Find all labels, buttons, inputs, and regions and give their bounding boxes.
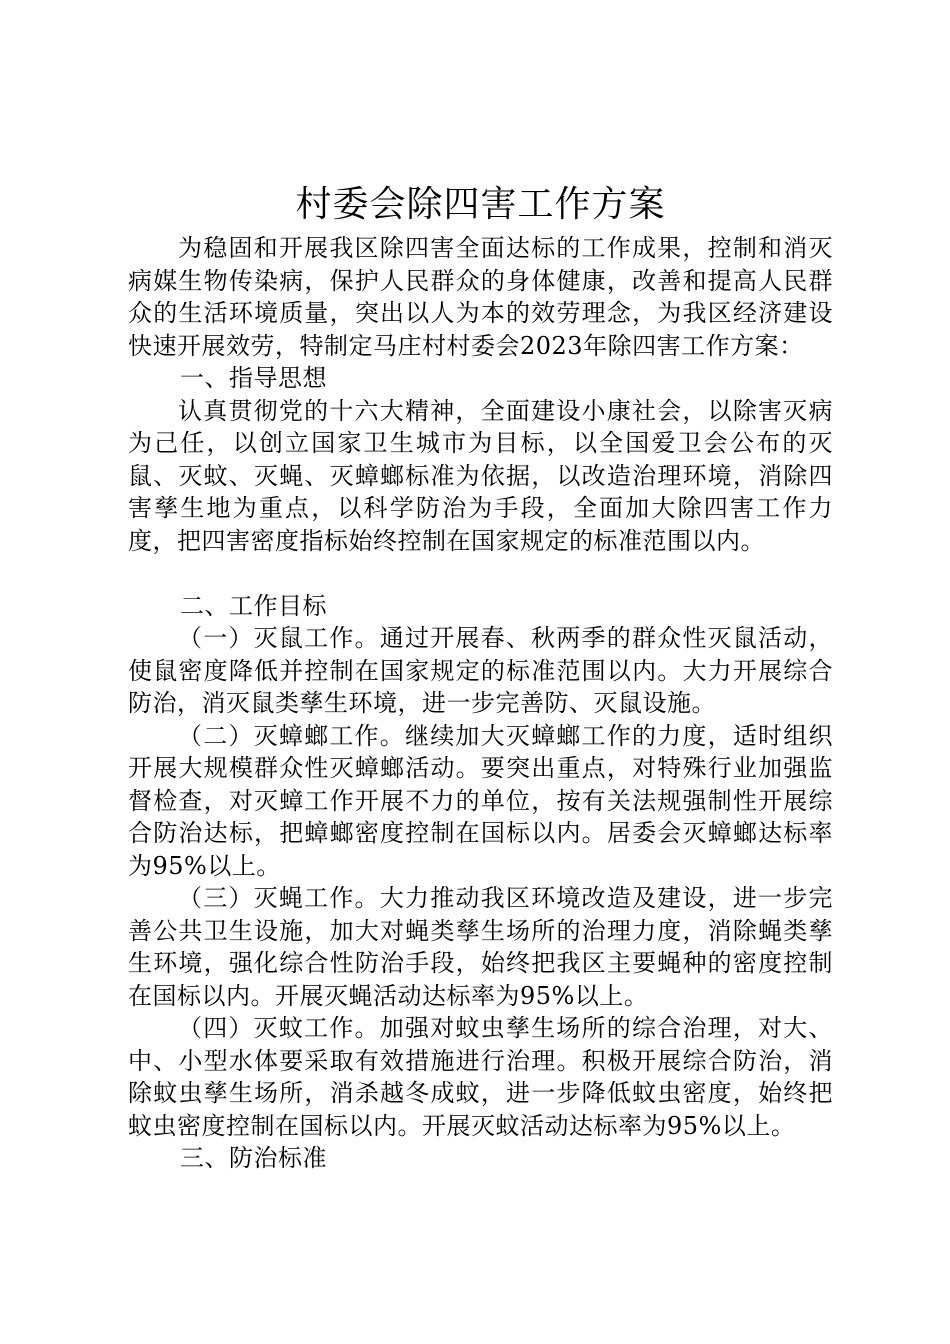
paragraph-gap	[128, 557, 833, 590]
section-heading-guiding-thought: 一、指导思想	[180, 364, 327, 392]
section-heading-work-goals: 二、工作目标	[180, 591, 327, 620]
guiding-thought-paragraph: 认真贯彻党的十六大精神，全面建设小康社会，以除害灭病为己任，以创立国家卫生城市为目标，以全国爱卫会公布的灭鼠、灭蚊、灭蝇、灭蟑螂标准为依据，以改造治理环境，消除四害孳生地为重点，以科学防治为手段，全面加大除四害工作力度，把四害密度指标始终控制在国家规定的标准范围以内。	[128, 396, 833, 555]
intro-paragraph: 为稳固和开展我区除四害全面达标的工作成果，控制和消灭病媒生物传染病，保护人民群众的身体健康，改善和提高人民群众的生活环境质量，突出以人为本的效劳理念，为我区经济建设快速开展效劳，特制定马庄村村委会2023年除四害工作方案：	[128, 234, 833, 360]
goal-item-mosquito: （四）灭蚊工作。加强对蚊虫孳生场所的综合治理，对大、中、小型水体要采取有效措施进行治理。积极开展综合防治，消除蚊虫孳生场所，消杀越冬成蚊，进一步降低蚊虫密度，始终把蚊虫密度控制在国标以内。开展灭蚊活动达标率为95%以上。	[128, 1014, 833, 1140]
goal-item-fly: （三）灭蝇工作。大力推动我区环境改造及建设，进一步完善公共卫生设施，加大对蝇类孳生场所的治理力度，消除蝇类孳生环境，强化综合性防治手段，始终把我区主要蝇种的密度控制在国标以内。开展灭蝇活动达标率为95%以上。	[128, 884, 833, 1010]
document-title: 村委会除四害工作方案	[295, 184, 666, 225]
goal-item-cockroach: （二）灭蟑螂工作。继续加大灭蟑螂工作的力度，适时组织开展大规模群众性灭蟑螂活动。要突出重点，对特殊行业加强监督检查，对灭蟑工作开展不力的单位，按有关法规强制性开展综合防治达标，把蟑螂密度控制在国标以内。居委会灭蟑螂达标率为95%以上。	[128, 721, 833, 880]
goal-item-rodent: （一）灭鼠工作。通过开展春、秋两季的群众性灭鼠活动，使鼠密度降低并控制在国家规定的标准范围以内。大力开展综合防治，消灭鼠类孳生环境，进一步完善防、灭鼠设施。	[128, 624, 833, 717]
section-heading-prevention-standards: 三、防治标准	[180, 1144, 327, 1172]
document-page	[128, 178, 833, 1175]
